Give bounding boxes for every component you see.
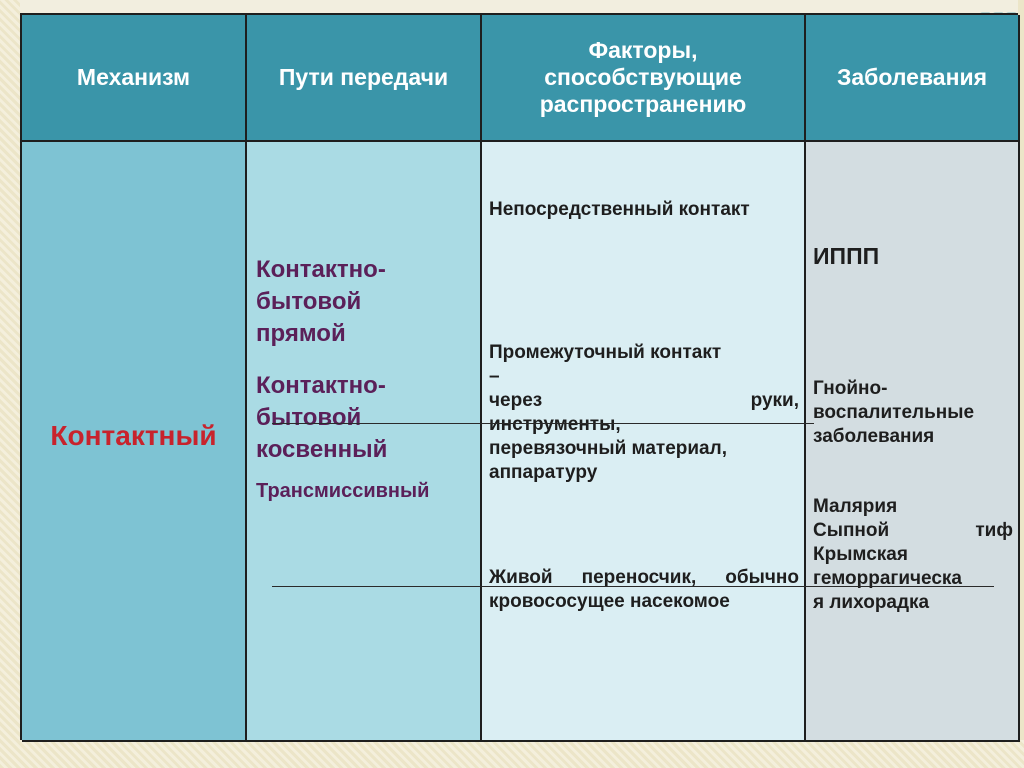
factor-living-carrier: Живой переносчик, обычно кровососущее насекомое: [489, 567, 799, 612]
factor-via-object: руки,: [750, 390, 799, 411]
path-indirect-line: бытовой: [256, 404, 362, 431]
transmission-table: [20, 13, 1018, 740]
factor-intermediate-title: Промежуточный контакт: [489, 342, 722, 363]
disease-ippp: ИППП: [813, 243, 880, 269]
path-direct-line: Контактно-: [256, 256, 386, 283]
factor-via-word: через: [489, 390, 543, 411]
factor-item: аппаратуру: [489, 462, 598, 483]
path-direct: [256, 254, 476, 350]
path-direct-line: бытовой: [256, 288, 362, 315]
factor-item: перевязочный материал,: [489, 438, 727, 459]
disease-crimean-line: Крымская: [813, 544, 908, 565]
path-indirect-line: Контактно-: [256, 372, 386, 399]
disease-crimean-line: геморрагическа: [813, 568, 963, 589]
diseases-cell: [806, 142, 1020, 742]
factor-direct-contact: Непосредственный контакт: [489, 199, 750, 220]
path-transmissive: Трансмиссивный: [256, 480, 430, 502]
disease-purulent: [813, 377, 1013, 449]
path-direct-line: прямой: [256, 320, 346, 347]
factor-intermediate-contact: [489, 341, 799, 485]
disease-vector-borne: [813, 495, 1013, 615]
paper-texture-left: [0, 0, 20, 768]
paper-texture-bottom: [0, 740, 1024, 768]
disease-purulent-line: заболевания: [813, 426, 935, 447]
disease-crimean-line: я лихорадка: [813, 592, 930, 613]
disease-purulent-line: Гнойно-: [813, 378, 888, 399]
disease-malaria: Малярия: [813, 496, 898, 517]
disease-purulent-line: воспалительные: [813, 402, 975, 423]
disease-typhus-word: тиф: [975, 520, 1013, 541]
header-paths: Пути передачи: [247, 15, 482, 142]
path-indirect-line: косвенный: [256, 436, 388, 463]
paths-cell: [247, 142, 482, 742]
header-diseases: Заболевания: [806, 15, 1020, 142]
disease-typhus-word: Сыпной: [813, 520, 890, 541]
paths-list: [256, 254, 476, 504]
mechanism-value: Контактный: [50, 420, 217, 451]
disease-typhus: [813, 519, 1013, 543]
header-factors: Факторы, способствующие распространению: [482, 15, 806, 142]
mechanism-cell: [22, 142, 247, 742]
path-indirect: [256, 370, 476, 466]
divider-line: [272, 586, 994, 587]
divider-line: [272, 423, 814, 424]
corner-decoration: [979, 5, 1019, 13]
factor-dash: –: [489, 366, 500, 387]
factors-cell: [482, 142, 806, 742]
header-mechanism: Механизм: [22, 15, 247, 142]
factor-via-line: [489, 389, 799, 413]
factor-item: инструменты,: [489, 414, 621, 435]
